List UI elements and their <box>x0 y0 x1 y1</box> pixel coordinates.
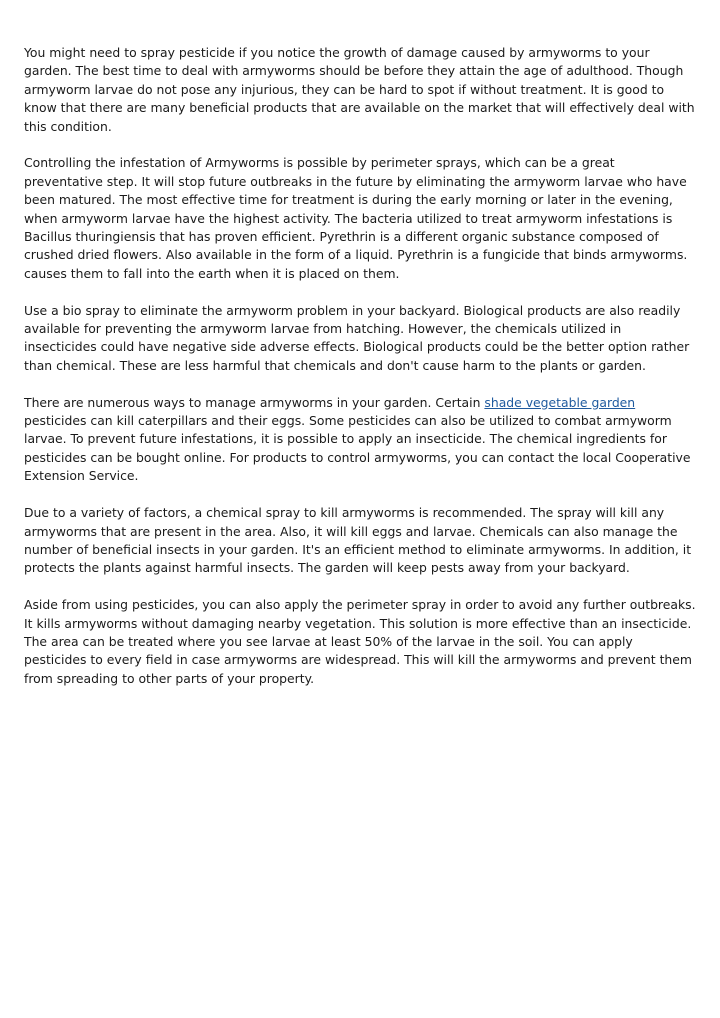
shade-vegetable-garden-link[interactable]: shade vegetable garden <box>484 394 636 410</box>
paragraph-2: Controlling the infestation of Armyworms is possible by perimeter sprays, which can be a great preventative step. It will stop future outbreaks in the future by eliminating the armyworm larvae who have been matured. The most effective time for treatment is during the early morning or later in the evening, when armyworm larvae have the highest activity. The bacteria utilized to treat armyworm infestations is Bacillus thuringiensis that has proven efficient. Pyrethrin is a different organic substance composed of crushed dried flowers. Also available in the form of a liquid. Pyrethrin is a fungicide that binds armyworms. causes them to fall into the earth when it is placed on them. <box>24 155 688 281</box>
paragraph-5: Due to a variety of factors, a chemical spray to kill armyworms is recommended. The spray will kill any armyworms that are present in the area. Also, it will kill eggs and larvae. Chemicals can also manage the number of beneficial insects in your garden. It's an efficient method to eliminate armyworms. In addition, it protects the plants against harmful insects. The garden will keep pests away from your backyard. <box>24 505 692 576</box>
paragraph-6: Aside from using pesticides, you can also apply the perimeter spray in order to avoid any further outbreaks. It kills armyworms without damaging nearby vegetation. This solution is more effective than an insecticide. The area can be treated where you see larvae at least 50% of the larvae in the soil. You can apply pesticides to every field in case armyworms are widespread. This will kill the armyworms and prevent them from spreading to other parts of your property. <box>24 597 696 686</box>
document-body <box>24 44 696 707</box>
paragraph-1: You might need to spray pesticide if you notice the growth of damage caused by armyworms to your garden. The best time to deal with armyworms should be before they attain the age of adulthood. Though armyworm larvae do not pose any injurious, they can be hard to spot if without treatment. It is good to know that there are many beneficial products that are available on the market that will effectively deal with this condition. <box>24 45 695 134</box>
paragraph-4 <box>24 394 696 486</box>
paragraph-4-end: pesticides can kill caterpillars and their eggs. Some pesticides can also be utilized to combat armyworm larvae. To prevent future infestations, it is possible to apply an insecticide. The chemical ingredients for pesticides can be bought online. For products to control armyworms, you can contact the local Cooperative Extension Service. <box>24 413 691 484</box>
paragraph-4-start: There are numerous ways to manage armyworms in your garden. Certain <box>24 394 485 410</box>
paragraph-3: Use a bio spray to eliminate the armyworm problem in your backyard. Biological products are also readily available for preventing the armyworm larvae from hatching. However, the chemicals utilized in insecticides could have negative side adverse effects. Biological products could be the better option rather than chemical. These are less harmful that chemicals and don't cause harm to the plants or garden. <box>24 302 690 373</box>
